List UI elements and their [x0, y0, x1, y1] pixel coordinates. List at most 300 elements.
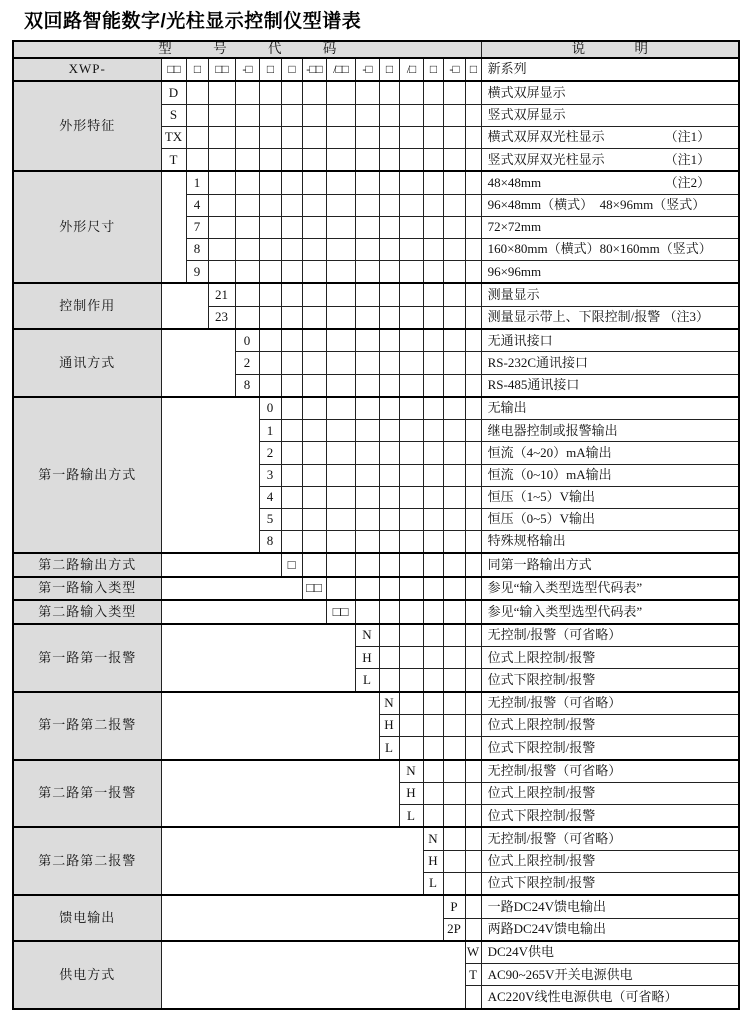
grid-cell — [399, 530, 423, 553]
code-value-cell: 21 — [208, 283, 235, 306]
code-value-cell: 23 — [208, 306, 235, 329]
grid-cell — [399, 577, 423, 601]
grid-cell — [355, 149, 379, 172]
grid-cell — [399, 194, 423, 216]
grid-cell — [281, 486, 302, 508]
code-value-cell: 4 — [186, 194, 208, 216]
spec-row — [13, 941, 739, 964]
note-ref: （注1） — [664, 129, 711, 145]
grid-cell — [423, 81, 443, 104]
description-cell — [481, 624, 739, 647]
grid-cell — [443, 420, 465, 442]
grid-cell — [355, 553, 379, 577]
spec-row — [13, 577, 739, 601]
grid-cell — [379, 216, 399, 238]
grid-cell — [281, 194, 302, 216]
description-cell — [481, 329, 739, 352]
grid-cell — [326, 306, 355, 329]
description-text: DC24V供电 — [487, 944, 555, 960]
description-cell — [481, 149, 739, 172]
grid-cell — [465, 149, 481, 172]
grid-cell — [465, 827, 481, 850]
merged-blank-cell — [161, 895, 443, 941]
grid-cell — [379, 352, 399, 374]
grid-cell — [281, 420, 302, 442]
grid-cell — [235, 238, 259, 260]
grid-cell — [443, 171, 465, 194]
grid-cell — [302, 397, 326, 420]
grid-cell — [465, 624, 481, 647]
grid-cell — [465, 329, 481, 352]
grid-cell — [399, 306, 423, 329]
grid-cell — [326, 397, 355, 420]
description-text: 位式下限控制/报警 — [487, 875, 596, 891]
grid-cell — [302, 283, 326, 306]
grid-cell — [423, 530, 443, 553]
grid-cell — [443, 238, 465, 260]
description-cell — [481, 81, 739, 104]
grid-cell — [465, 782, 481, 804]
description-cell — [481, 918, 739, 941]
grid-cell — [465, 760, 481, 783]
grid-cell — [259, 283, 281, 306]
grid-cell — [443, 850, 465, 872]
grid-cell — [465, 397, 481, 420]
grid-cell — [355, 577, 379, 601]
description-cell — [481, 58, 739, 82]
grid-cell — [326, 104, 355, 126]
grid-cell — [399, 442, 423, 464]
code-box-cell: -□□ — [302, 58, 326, 82]
grid-cell — [379, 577, 399, 601]
category-cell: 第一路输出方式 — [13, 397, 161, 553]
grid-cell — [259, 306, 281, 329]
code-value-cell: H — [379, 715, 399, 737]
description-text: 参见“输入类型选型代码表” — [487, 603, 643, 619]
grid-cell — [355, 397, 379, 420]
grid-cell — [443, 306, 465, 329]
spec-row — [13, 624, 739, 647]
code-value-cell: N — [355, 624, 379, 647]
code-value-cell: L — [423, 872, 443, 895]
grid-cell — [465, 464, 481, 486]
grid-cell — [379, 420, 399, 442]
category-cell: 第二路输入类型 — [13, 600, 161, 624]
grid-cell — [423, 374, 443, 397]
grid-cell — [443, 872, 465, 895]
grid-cell — [423, 306, 443, 329]
grid-cell — [423, 104, 443, 126]
code-value-cell: N — [379, 692, 399, 715]
description-text: 96×48mm（横式） 48×96mm（竖式） — [487, 197, 706, 213]
grid-cell — [186, 81, 208, 104]
grid-cell — [465, 647, 481, 669]
grid-cell — [281, 171, 302, 194]
grid-cell — [465, 692, 481, 715]
grid-cell — [465, 352, 481, 374]
merged-blank-cell — [161, 171, 186, 283]
grid-cell — [465, 553, 481, 577]
code-value-cell: H — [355, 647, 379, 669]
grid-cell — [355, 238, 379, 260]
grid-cell — [399, 126, 423, 148]
description-header: 说 明 — [481, 41, 739, 58]
description-cell — [481, 964, 739, 986]
grid-cell — [281, 283, 302, 306]
grid-cell — [302, 171, 326, 194]
description-text: 位式上限控制/报警 — [487, 649, 596, 665]
grid-cell — [281, 104, 302, 126]
grid-cell — [186, 149, 208, 172]
grid-cell — [326, 81, 355, 104]
grid-cell — [465, 918, 481, 941]
merged-blank-cell — [161, 624, 355, 692]
grid-cell — [281, 397, 302, 420]
grid-cell — [465, 261, 481, 284]
code-value-cell: T — [465, 964, 481, 986]
grid-cell — [259, 104, 281, 126]
grid-cell — [208, 216, 235, 238]
grid-cell — [443, 805, 465, 828]
grid-cell — [281, 530, 302, 553]
merged-blank-cell — [161, 577, 302, 601]
grid-cell — [235, 126, 259, 148]
grid-cell — [399, 715, 423, 737]
merged-blank-cell — [161, 692, 379, 760]
grid-cell — [443, 577, 465, 601]
code-value-cell: 1 — [186, 171, 208, 194]
code-box-cell: /□□ — [326, 58, 355, 82]
code-value-cell: P — [443, 895, 465, 918]
description-cell — [481, 647, 739, 669]
code-box-cell: □ — [379, 58, 399, 82]
description-text: 无输出 — [487, 400, 527, 416]
grid-cell — [443, 261, 465, 284]
description-text: 无通讯接口 — [487, 332, 553, 348]
grid-cell — [259, 261, 281, 284]
grid-cell — [399, 171, 423, 194]
spec-row — [13, 553, 739, 577]
code-value-cell: W — [465, 941, 481, 964]
description-text: 竖式双屏显示 — [487, 107, 566, 123]
description-cell — [481, 692, 739, 715]
code-value-cell: H — [399, 782, 423, 804]
grid-cell — [423, 171, 443, 194]
description-cell — [481, 126, 739, 148]
code-value-cell: 7 — [186, 216, 208, 238]
category-cell: 馈电输出 — [13, 895, 161, 941]
description-text: RS-232C通讯接口 — [487, 354, 588, 370]
grid-cell — [208, 194, 235, 216]
grid-cell — [379, 464, 399, 486]
category-cell: 第二路第一报警 — [13, 760, 161, 828]
model-spec-table-container — [12, 40, 740, 1010]
grid-cell — [302, 329, 326, 352]
grid-cell — [326, 420, 355, 442]
grid-cell — [379, 553, 399, 577]
grid-cell — [326, 283, 355, 306]
grid-cell — [465, 508, 481, 530]
grid-cell — [379, 374, 399, 397]
code-box-cell: □ — [465, 58, 481, 82]
grid-cell — [208, 171, 235, 194]
description-text: 位式上限控制/报警 — [487, 717, 596, 733]
grid-cell — [443, 624, 465, 647]
table-header-row — [13, 41, 739, 58]
grid-cell — [355, 442, 379, 464]
code-value-cell: 1 — [259, 420, 281, 442]
grid-cell — [379, 104, 399, 126]
grid-cell — [379, 81, 399, 104]
grid-cell — [302, 81, 326, 104]
code-value-cell: L — [399, 805, 423, 828]
description-cell — [481, 171, 739, 194]
description-cell — [481, 782, 739, 804]
code-value-cell: 3 — [259, 464, 281, 486]
grid-cell — [443, 530, 465, 553]
description-text: 恒压（1~5）V输出 — [487, 489, 596, 505]
grid-cell — [399, 104, 423, 126]
description-cell — [481, 486, 739, 508]
grid-cell — [302, 238, 326, 260]
grid-cell — [355, 464, 379, 486]
category-cell: 控制作用 — [13, 283, 161, 329]
grid-cell — [326, 171, 355, 194]
grid-cell — [443, 600, 465, 624]
grid-cell — [302, 486, 326, 508]
description-text: 无控制/报警（可省略） — [487, 763, 622, 779]
grid-cell — [281, 149, 302, 172]
spec-row — [13, 827, 739, 850]
code-box-cell: □ — [186, 58, 208, 82]
grid-cell — [423, 600, 443, 624]
spec-row — [13, 895, 739, 918]
grid-cell — [379, 530, 399, 553]
description-cell — [481, 420, 739, 442]
grid-cell — [465, 669, 481, 692]
grid-cell — [235, 149, 259, 172]
grid-cell — [302, 374, 326, 397]
grid-cell — [235, 306, 259, 329]
grid-cell — [326, 126, 355, 148]
grid-cell — [465, 216, 481, 238]
grid-cell — [235, 283, 259, 306]
grid-cell — [302, 508, 326, 530]
grid-cell — [443, 669, 465, 692]
grid-cell — [355, 216, 379, 238]
description-cell — [481, 283, 739, 306]
grid-cell — [399, 624, 423, 647]
grid-cell — [208, 149, 235, 172]
grid-cell — [379, 171, 399, 194]
grid-cell — [423, 126, 443, 148]
description-cell — [481, 238, 739, 260]
description-cell — [481, 464, 739, 486]
grid-cell — [326, 577, 355, 601]
grid-cell — [326, 149, 355, 172]
grid-cell — [443, 149, 465, 172]
grid-cell — [355, 374, 379, 397]
grid-cell — [423, 397, 443, 420]
grid-cell — [443, 553, 465, 577]
model-prefix-cell: XWP- — [13, 58, 161, 82]
grid-cell — [259, 171, 281, 194]
description-cell — [481, 553, 739, 577]
description-cell — [481, 577, 739, 601]
merged-blank-cell — [161, 553, 281, 577]
grid-cell — [465, 600, 481, 624]
grid-cell — [399, 553, 423, 577]
code-value-cell: D — [161, 81, 186, 104]
grid-cell — [259, 126, 281, 148]
grid-cell — [465, 577, 481, 601]
grid-cell — [443, 397, 465, 420]
grid-cell — [443, 464, 465, 486]
grid-cell — [379, 600, 399, 624]
grid-cell — [355, 508, 379, 530]
grid-cell — [281, 464, 302, 486]
spec-row — [13, 692, 739, 715]
grid-cell — [443, 374, 465, 397]
grid-cell — [326, 508, 355, 530]
grid-cell — [465, 81, 481, 104]
description-text: 恒流（0~10）mA输出 — [487, 466, 612, 482]
grid-cell — [465, 420, 481, 442]
code-value-cell: 8 — [235, 374, 259, 397]
grid-cell — [399, 600, 423, 624]
grid-cell — [399, 216, 423, 238]
grid-cell — [399, 374, 423, 397]
description-cell — [481, 827, 739, 850]
grid-cell — [423, 737, 443, 760]
grid-cell — [399, 692, 423, 715]
grid-cell — [259, 81, 281, 104]
category-cell: 外形尺寸 — [13, 171, 161, 283]
description-cell — [481, 508, 739, 530]
grid-cell — [326, 352, 355, 374]
grid-cell — [443, 283, 465, 306]
code-value-cell: TX — [161, 126, 186, 148]
grid-cell — [355, 329, 379, 352]
model-prefix-row — [13, 58, 739, 82]
grid-cell — [423, 420, 443, 442]
code-value-cell: T — [161, 149, 186, 172]
grid-cell — [235, 194, 259, 216]
code-box-cell: -□ — [355, 58, 379, 82]
grid-cell — [259, 374, 281, 397]
grid-cell — [208, 81, 235, 104]
code-value-cell: 2P — [443, 918, 465, 941]
grid-cell — [326, 238, 355, 260]
grid-cell — [443, 194, 465, 216]
grid-cell — [326, 442, 355, 464]
grid-cell — [465, 194, 481, 216]
description-text: 无控制/报警（可省略） — [487, 627, 622, 643]
grid-cell — [355, 420, 379, 442]
grid-cell — [423, 486, 443, 508]
grid-cell — [355, 283, 379, 306]
category-cell: 通讯方式 — [13, 329, 161, 397]
grid-cell — [302, 104, 326, 126]
code-box-cell: □□ — [208, 58, 235, 82]
grid-cell — [423, 692, 443, 715]
grid-cell — [302, 194, 326, 216]
code-value-cell: N — [399, 760, 423, 783]
description-text: AC220V线性电源供电（可省略） — [487, 989, 678, 1004]
description-cell — [481, 715, 739, 737]
grid-cell — [302, 464, 326, 486]
grid-cell — [355, 600, 379, 624]
grid-cell — [355, 171, 379, 194]
description-cell — [481, 374, 739, 397]
grid-cell — [326, 216, 355, 238]
grid-cell — [259, 352, 281, 374]
description-cell — [481, 760, 739, 783]
grid-cell — [281, 442, 302, 464]
code-box-cell: □ — [259, 58, 281, 82]
description-text: 同第一路输出方式 — [487, 556, 592, 572]
code-value-cell: L — [355, 669, 379, 692]
description-text: 参见“输入类型选型代码表” — [487, 580, 643, 596]
description-cell — [481, 352, 739, 374]
grid-cell — [399, 647, 423, 669]
grid-cell — [259, 216, 281, 238]
grid-cell — [355, 530, 379, 553]
grid-cell — [399, 283, 423, 306]
description-text: 恒流（4~20）mA输出 — [487, 444, 612, 460]
code-box-cell: □ — [281, 58, 302, 82]
description-text: 一路DC24V馈电输出 — [487, 898, 607, 914]
merged-blank-cell — [161, 827, 423, 895]
description-cell — [481, 805, 739, 828]
description-cell — [481, 530, 739, 553]
code-box-cell: □□ — [161, 58, 186, 82]
grid-cell — [355, 352, 379, 374]
description-text: 两路DC24V馈电输出 — [487, 921, 607, 937]
grid-cell — [423, 442, 443, 464]
description-cell — [481, 104, 739, 126]
grid-cell — [443, 126, 465, 148]
grid-cell — [235, 104, 259, 126]
grid-cell — [326, 530, 355, 553]
grid-cell — [281, 238, 302, 260]
grid-cell — [443, 442, 465, 464]
grid-cell — [355, 306, 379, 329]
grid-cell — [399, 81, 423, 104]
grid-cell — [465, 126, 481, 148]
grid-cell — [423, 577, 443, 601]
grid-cell — [259, 194, 281, 216]
grid-cell — [423, 464, 443, 486]
description-cell — [481, 895, 739, 918]
description-cell — [481, 669, 739, 692]
description-text: 测量显示带上、下限控制/报警 （注3） — [487, 309, 709, 325]
grid-cell — [379, 442, 399, 464]
description-text: AC90~265V开关电源供电 — [487, 966, 633, 982]
spec-row — [13, 283, 739, 306]
description-text: 继电器控制或报警输出 — [487, 422, 618, 438]
grid-cell — [281, 374, 302, 397]
grid-cell — [423, 782, 443, 804]
grid-cell — [423, 805, 443, 828]
grid-cell — [443, 692, 465, 715]
grid-cell — [465, 442, 481, 464]
grid-cell — [259, 238, 281, 260]
page-title: 双回路智能数字/光柱显示控制仪型谱表 — [24, 11, 362, 32]
grid-cell — [208, 261, 235, 284]
code-value-cell: N — [423, 827, 443, 850]
code-box-cell: /□ — [399, 58, 423, 82]
